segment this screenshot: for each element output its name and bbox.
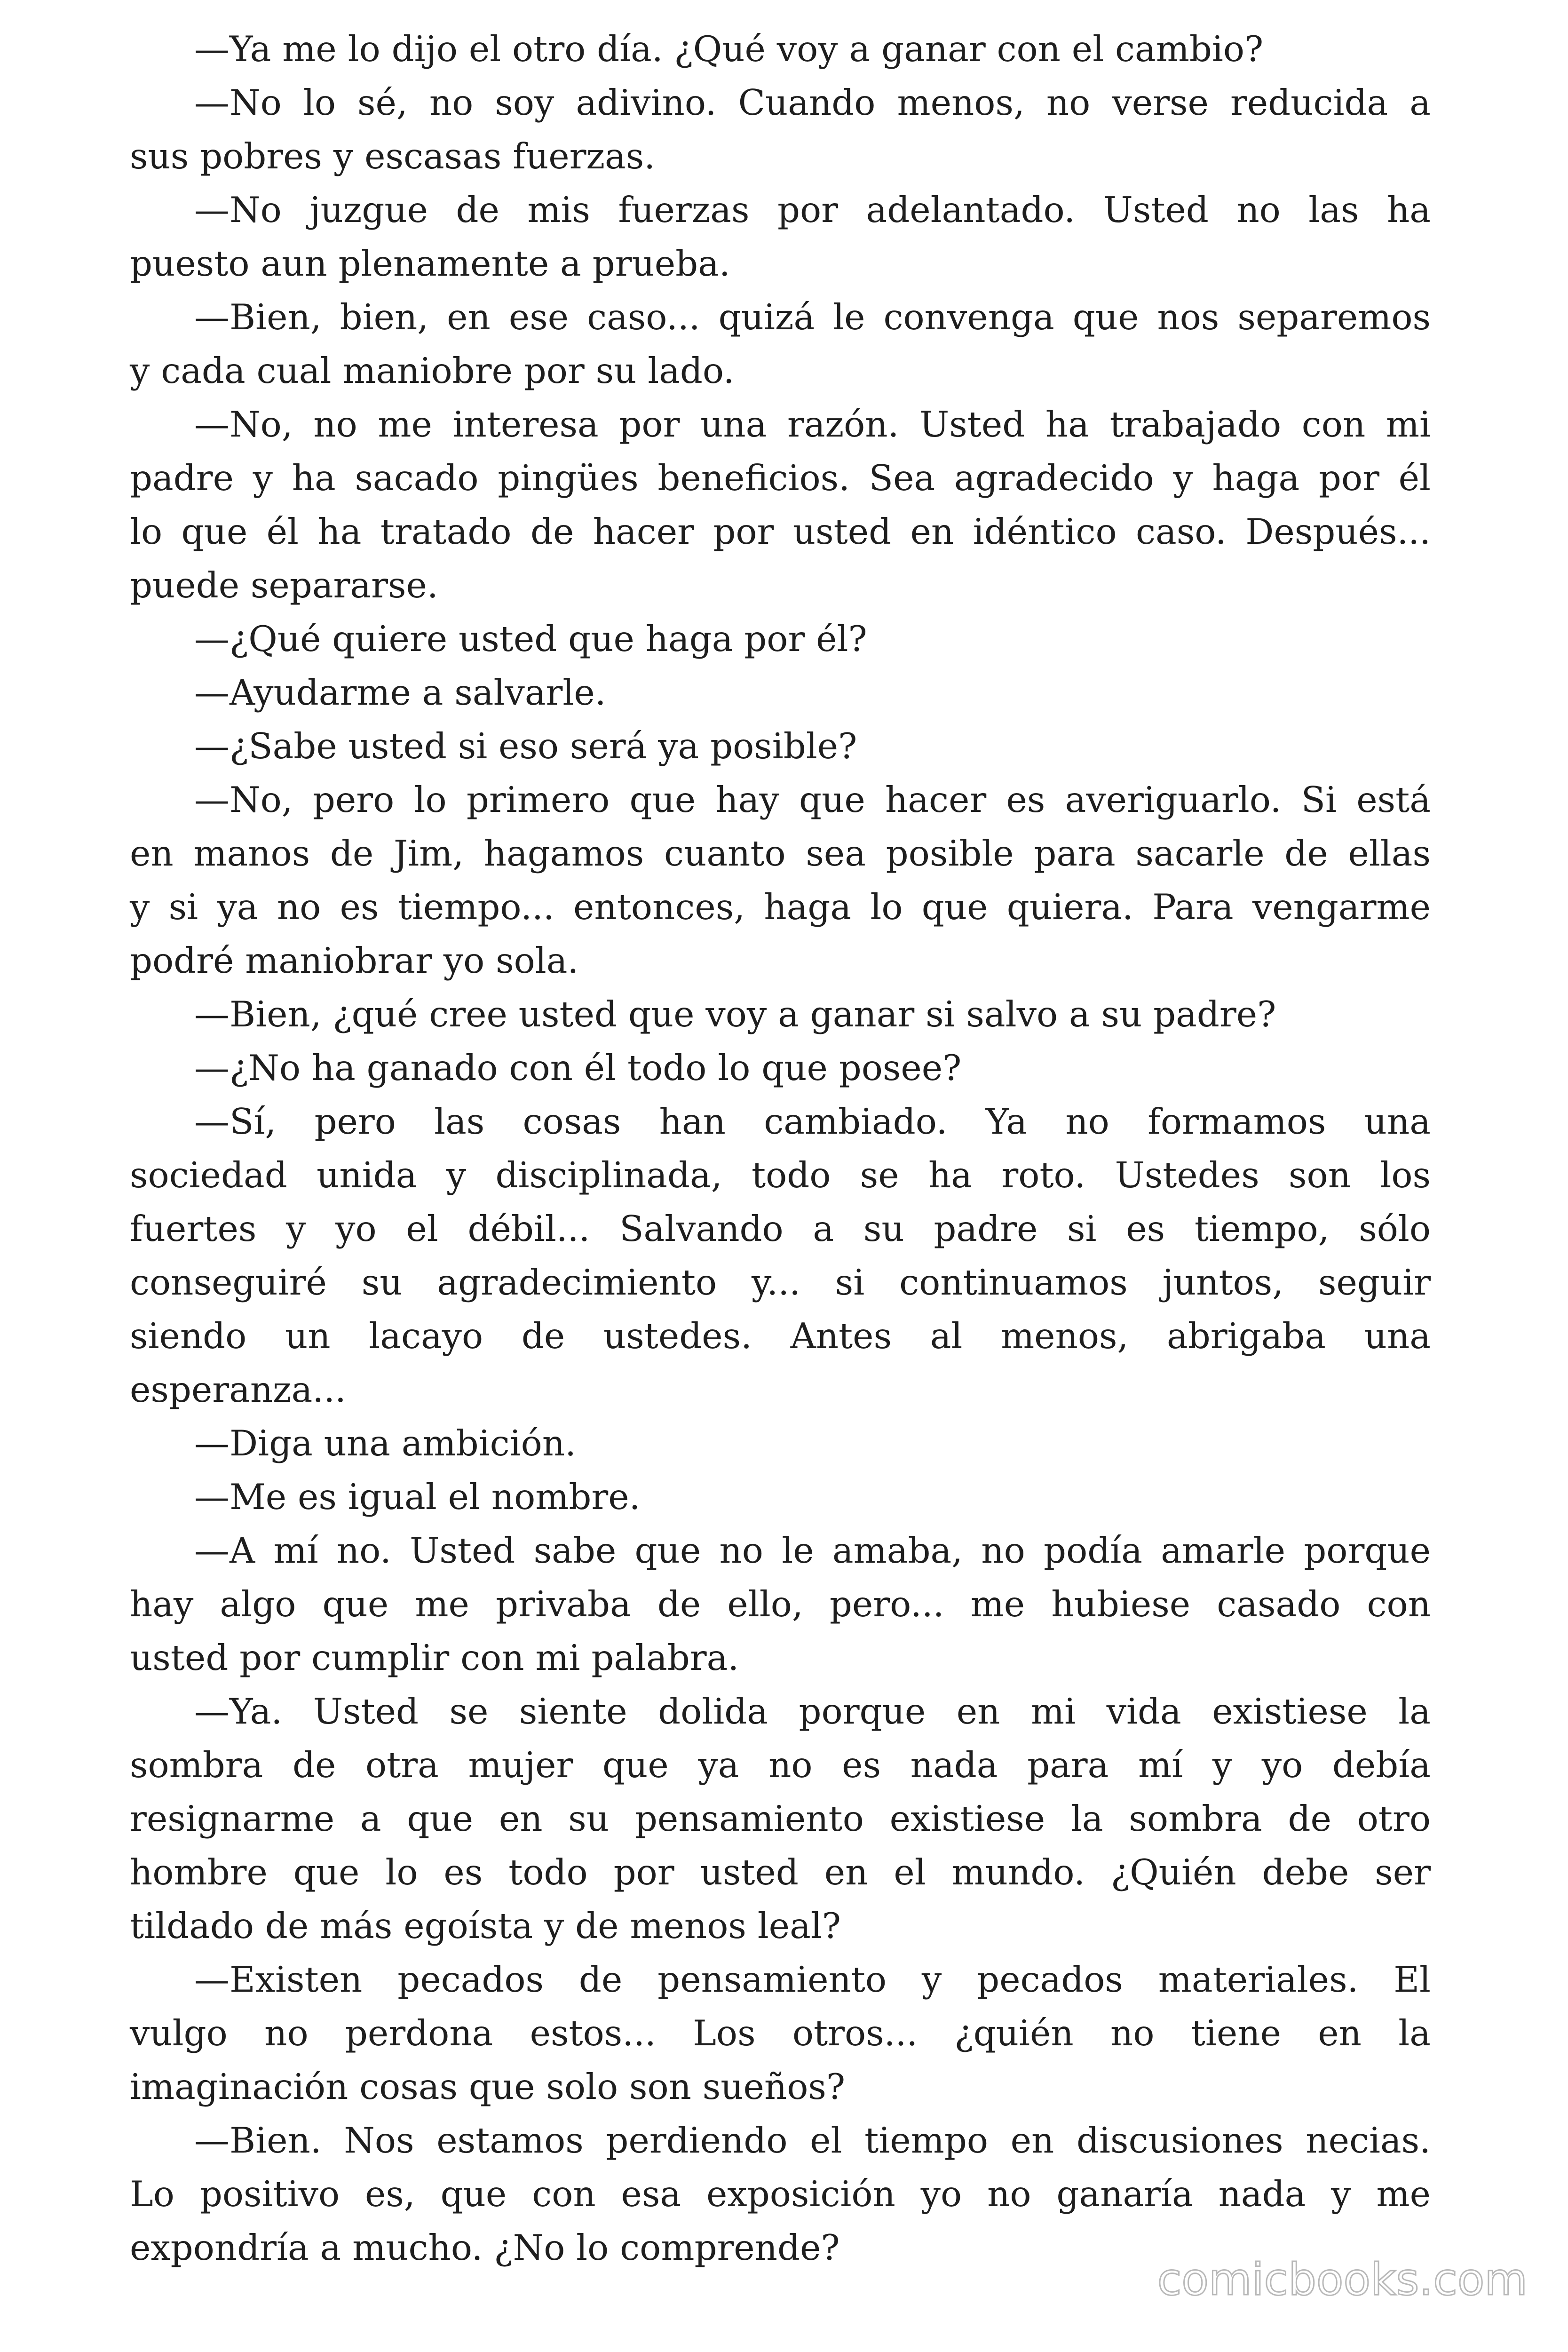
text-line: —No, no me interesa por una razón. Usted ha trabajado con mi	[194, 404, 1431, 445]
text-line: Lo positivo es, que con esa exposición yo no ganaría nada y me	[130, 2173, 1431, 2215]
text-line: —Me es igual el nombre.	[194, 1476, 641, 1518]
text-line: sombra de otra mujer que ya no es nada para mí y yo debía	[130, 1744, 1431, 1786]
dialogue-paragraph	[130, 1685, 1431, 1953]
text-line: —No juzgue de mis fuerzas por adelantado. Usted no las ha	[194, 189, 1431, 230]
text-line: resignarme a que en su pensamiento existiese la sombra de otro	[130, 1798, 1431, 1839]
text-line: —A mí no. Usted sabe que no le amaba, no podía amarle porque	[194, 1530, 1431, 1571]
watermark: comicbooks.com	[1157, 2254, 1528, 2305]
text-line: puede separarse.	[130, 564, 438, 606]
text-line: conseguiré su agradecimiento y... si continuamos juntos, seguir	[130, 1262, 1431, 1303]
text-line: —¿Sabe usted si eso será ya posible?	[194, 725, 857, 767]
dialogue-paragraph	[130, 1524, 1431, 1685]
dialogue-paragraph	[130, 666, 1431, 719]
dialogue-paragraph	[130, 1416, 1431, 1470]
text-line: —Sí, pero las cosas han cambiado. Ya no formamos una	[194, 1101, 1431, 1142]
text-line: —Bien. Nos estamos perdiendo el tiempo en discusiones necias.	[194, 2120, 1431, 2161]
text-line: hay algo que me privaba de ello, pero... me hubiese casado con	[130, 1583, 1431, 1625]
dialogue-paragraph	[130, 397, 1431, 612]
dialogue-paragraph	[130, 1470, 1431, 1524]
text-line: —¿Qué quiere usted que haga por él?	[194, 618, 867, 660]
dialogue-paragraph	[130, 773, 1431, 987]
text-line: —Bien, ¿qué cree usted que voy a ganar si salvo a su padre?	[194, 993, 1276, 1035]
dialogue-paragraph	[130, 290, 1431, 397]
text-line: sociedad unida y disciplinada, todo se ha roto. Ustedes son los	[130, 1154, 1431, 1196]
dialogue-paragraph	[130, 1041, 1431, 1095]
text-line: —Ayudarme a salvarle.	[194, 672, 606, 713]
text-line: fuertes y yo el débil... Salvando a su padre si es tiempo, sólo	[130, 1208, 1431, 1249]
text-line: tildado de más egoísta y de menos leal?	[130, 1905, 841, 1947]
dialogue-paragraph	[130, 22, 1431, 76]
text-line: sus pobres y escasas fuerzas.	[130, 135, 656, 177]
dialogue-paragraph	[130, 2114, 1431, 2274]
text-line: —¿No ha ganado con él todo lo que posee?	[194, 1047, 962, 1089]
text-line: y si ya no es tiempo... entonces, haga lo que quiera. Para vengarme	[130, 886, 1431, 928]
dialogue-paragraph	[130, 612, 1431, 666]
text-line: hombre que lo es todo por usted en el mundo. ¿Quién debe ser	[130, 1851, 1431, 1893]
text-line: —No lo sé, no soy adivino. Cuando menos, no verse reducida a	[194, 82, 1431, 123]
text-line: —Ya. Usted se siente dolida porque en mi vida existiese la	[194, 1691, 1431, 1732]
dialogue-paragraph	[130, 76, 1431, 183]
text-line: en manos de Jim, hagamos cuanto sea posible para sacarle de ellas	[130, 833, 1431, 874]
text-line: y cada cual maniobre por su lado.	[130, 350, 735, 391]
text-line: esperanza...	[130, 1369, 346, 1410]
dialogue-paragraph	[130, 183, 1431, 290]
text-line: podré maniobrar yo sola.	[130, 940, 579, 981]
text-line: usted por cumplir con mi palabra.	[130, 1637, 739, 1678]
text-line: vulgo no perdona estos... Los otros... ¿quién no tiene en la	[130, 2012, 1431, 2054]
page-body	[130, 22, 1431, 2274]
text-line: —Diga una ambición.	[194, 1422, 576, 1464]
dialogue-paragraph	[130, 719, 1431, 773]
text-line: —Existen pecados de pensamiento y pecados materiales. El	[194, 1959, 1431, 2000]
text-line: —Ya me lo dijo el otro día. ¿Qué voy a ganar con el cambio?	[194, 28, 1264, 70]
dialogue-paragraph	[130, 987, 1431, 1041]
text-line: —No, pero lo primero que hay que hacer es averiguarlo. Si está	[194, 779, 1431, 820]
text-line: lo que él ha tratado de hacer por usted en idéntico caso. Después...	[130, 511, 1431, 552]
dialogue-paragraph	[130, 1953, 1431, 2114]
text-line: expondría a mucho. ¿No lo comprende?	[130, 2227, 840, 2268]
dialogue-paragraph	[130, 1095, 1431, 1416]
text-line: puesto aun plenamente a prueba.	[130, 243, 730, 284]
text-line: padre y ha sacado pingües beneficios. Sea agradecido y haga por él	[130, 457, 1431, 499]
text-line: —Bien, bien, en ese caso... quizá le convenga que nos separemos	[194, 296, 1431, 338]
text-line: imaginación cosas que solo son sueños?	[130, 2066, 846, 2107]
text-line: siendo un lacayo de ustedes. Antes al menos, abrigaba una	[130, 1315, 1431, 1357]
